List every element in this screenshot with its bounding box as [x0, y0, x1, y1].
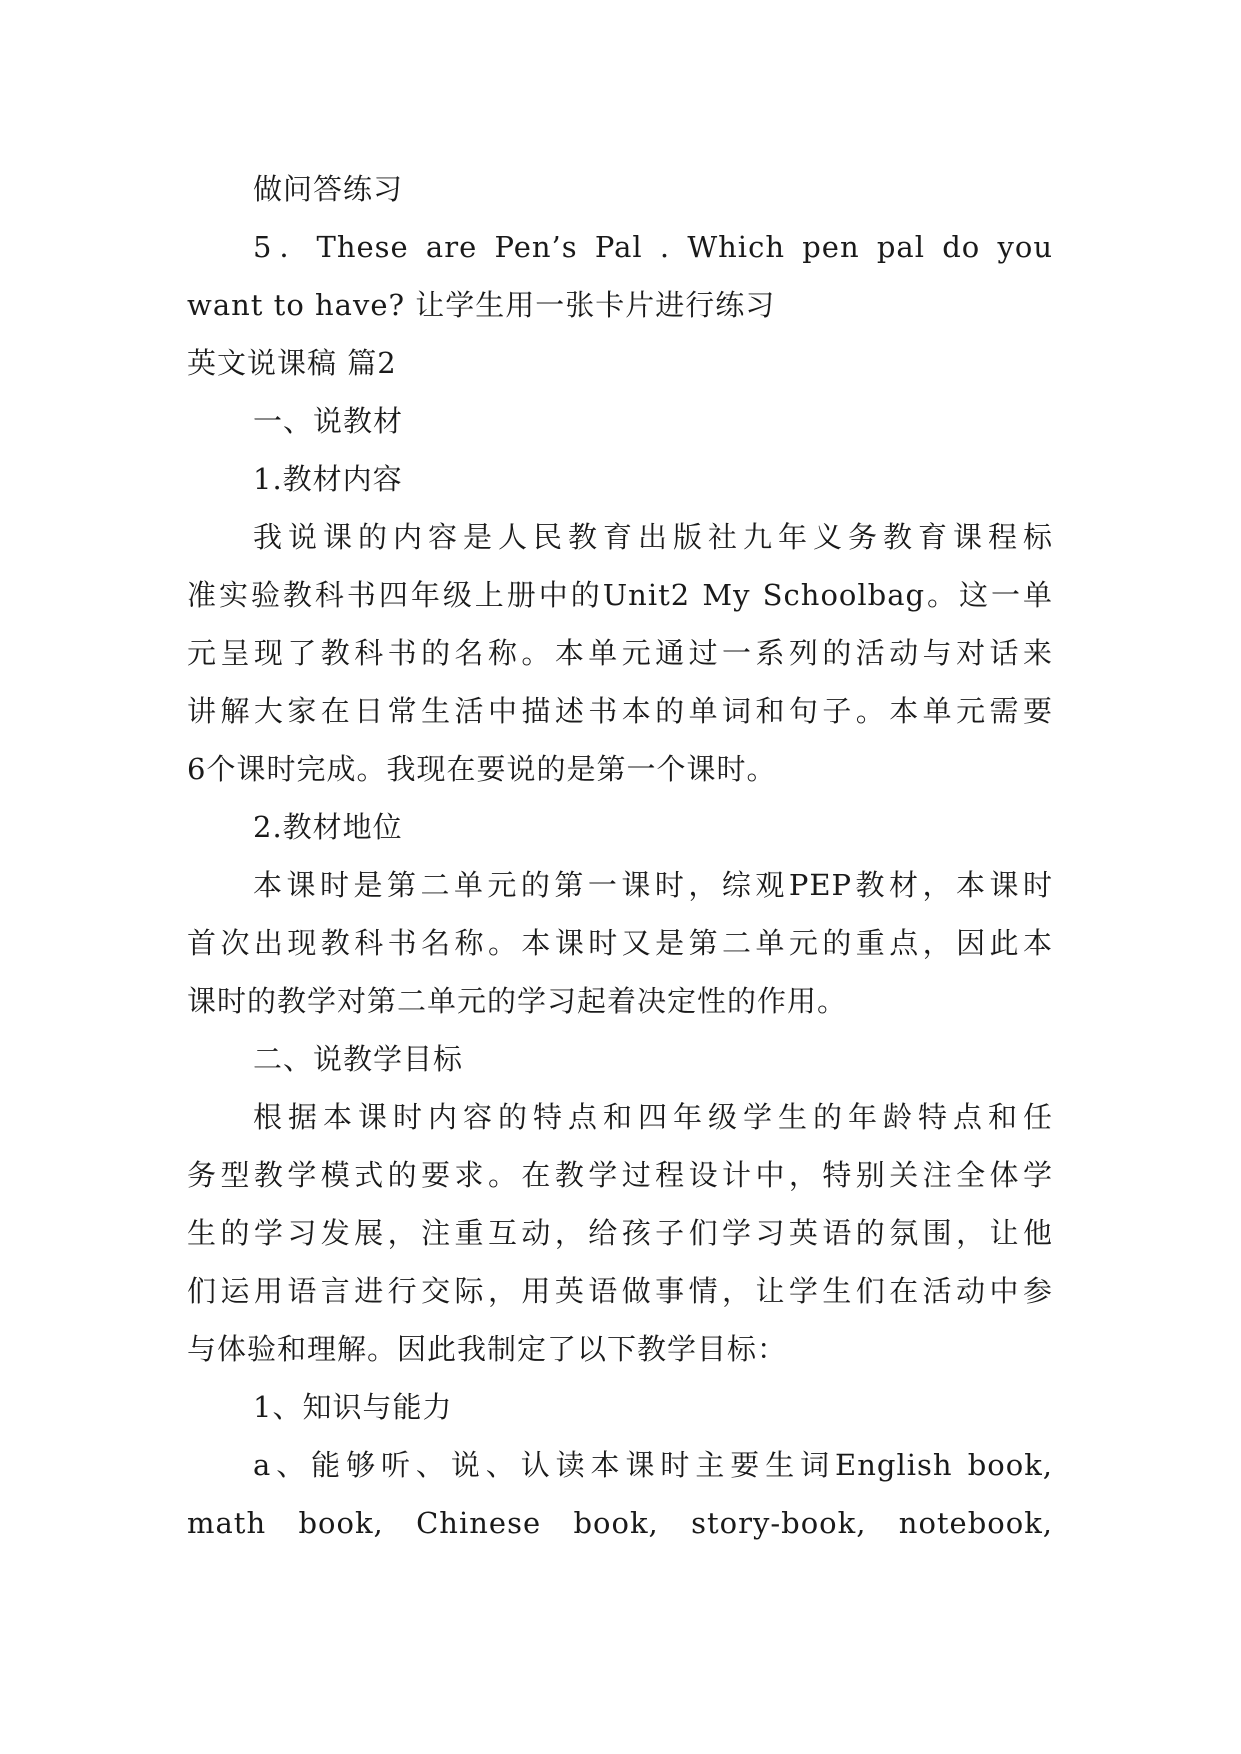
paragraph-line: 元呈现了教科书的名称。本单元通过一系列的活动与对话来 [187, 636, 1053, 670]
paragraph-line: 讲解大家在日常生活中描述书本的单词和句子。本单元需要 [187, 694, 1053, 728]
subsection-heading: 1、知识与能力 [253, 1390, 453, 1424]
paragraph-line: 务型教学模式的要求。在教学过程设计中，特别关注全体学 [187, 1158, 1053, 1192]
paragraph-line: 准实验教科书四年级上册中的Unit2 My Schoolbag。这一单 [187, 578, 1053, 612]
paragraph-line: 课时的教学对第二单元的学习起着决定性的作用。 [187, 984, 848, 1018]
section-heading: 二、说教学目标 [253, 1042, 464, 1076]
paragraph-line: 本课时是第二单元的第一课时，综观PEP教材，本课时 [253, 868, 1053, 902]
subsection-heading: 2.教材地位 [253, 810, 403, 844]
paragraph-line: 与体验和理解。因此我制定了以下教学目标： [187, 1332, 788, 1366]
paragraph-line: 我说课的内容是人民教育出版社九年义务教育课程标 [253, 520, 1053, 554]
paragraph-line: want to have? 让学生用一张卡片进行练习 [187, 288, 776, 322]
paragraph-line: 首次出现教科书名称。本课时又是第二单元的重点，因此本 [187, 926, 1053, 960]
document-body [187, 160, 1053, 1552]
paragraph-line: 6个课时完成。我现在要说的是第一个课时。 [187, 752, 777, 786]
paragraph-line: 生的学习发展，注重互动，给孩子们学习英语的氛围，让他 [187, 1216, 1053, 1250]
paragraph-line: math book, Chinese book, story-book, notebook, [187, 1506, 1053, 1540]
paragraph-line: a、能够听、说、认读本课时主要生词English book, [253, 1448, 1053, 1482]
paragraph-line: 们运用语言进行交际，用英语做事情，让学生们在活动中参 [187, 1274, 1053, 1308]
paragraph-line: 根据本课时内容的特点和四年级学生的年龄特点和任 [253, 1100, 1053, 1134]
section-heading: 一、说教材 [253, 404, 404, 438]
paragraph-line: 5．These are Pen’s Pal . Which pen pal do you [253, 230, 1053, 264]
section-title: 英文说课稿 篇2 [187, 346, 397, 380]
paragraph-line: 做问答练习 [253, 172, 404, 206]
subsection-heading: 1.教材内容 [253, 462, 403, 496]
